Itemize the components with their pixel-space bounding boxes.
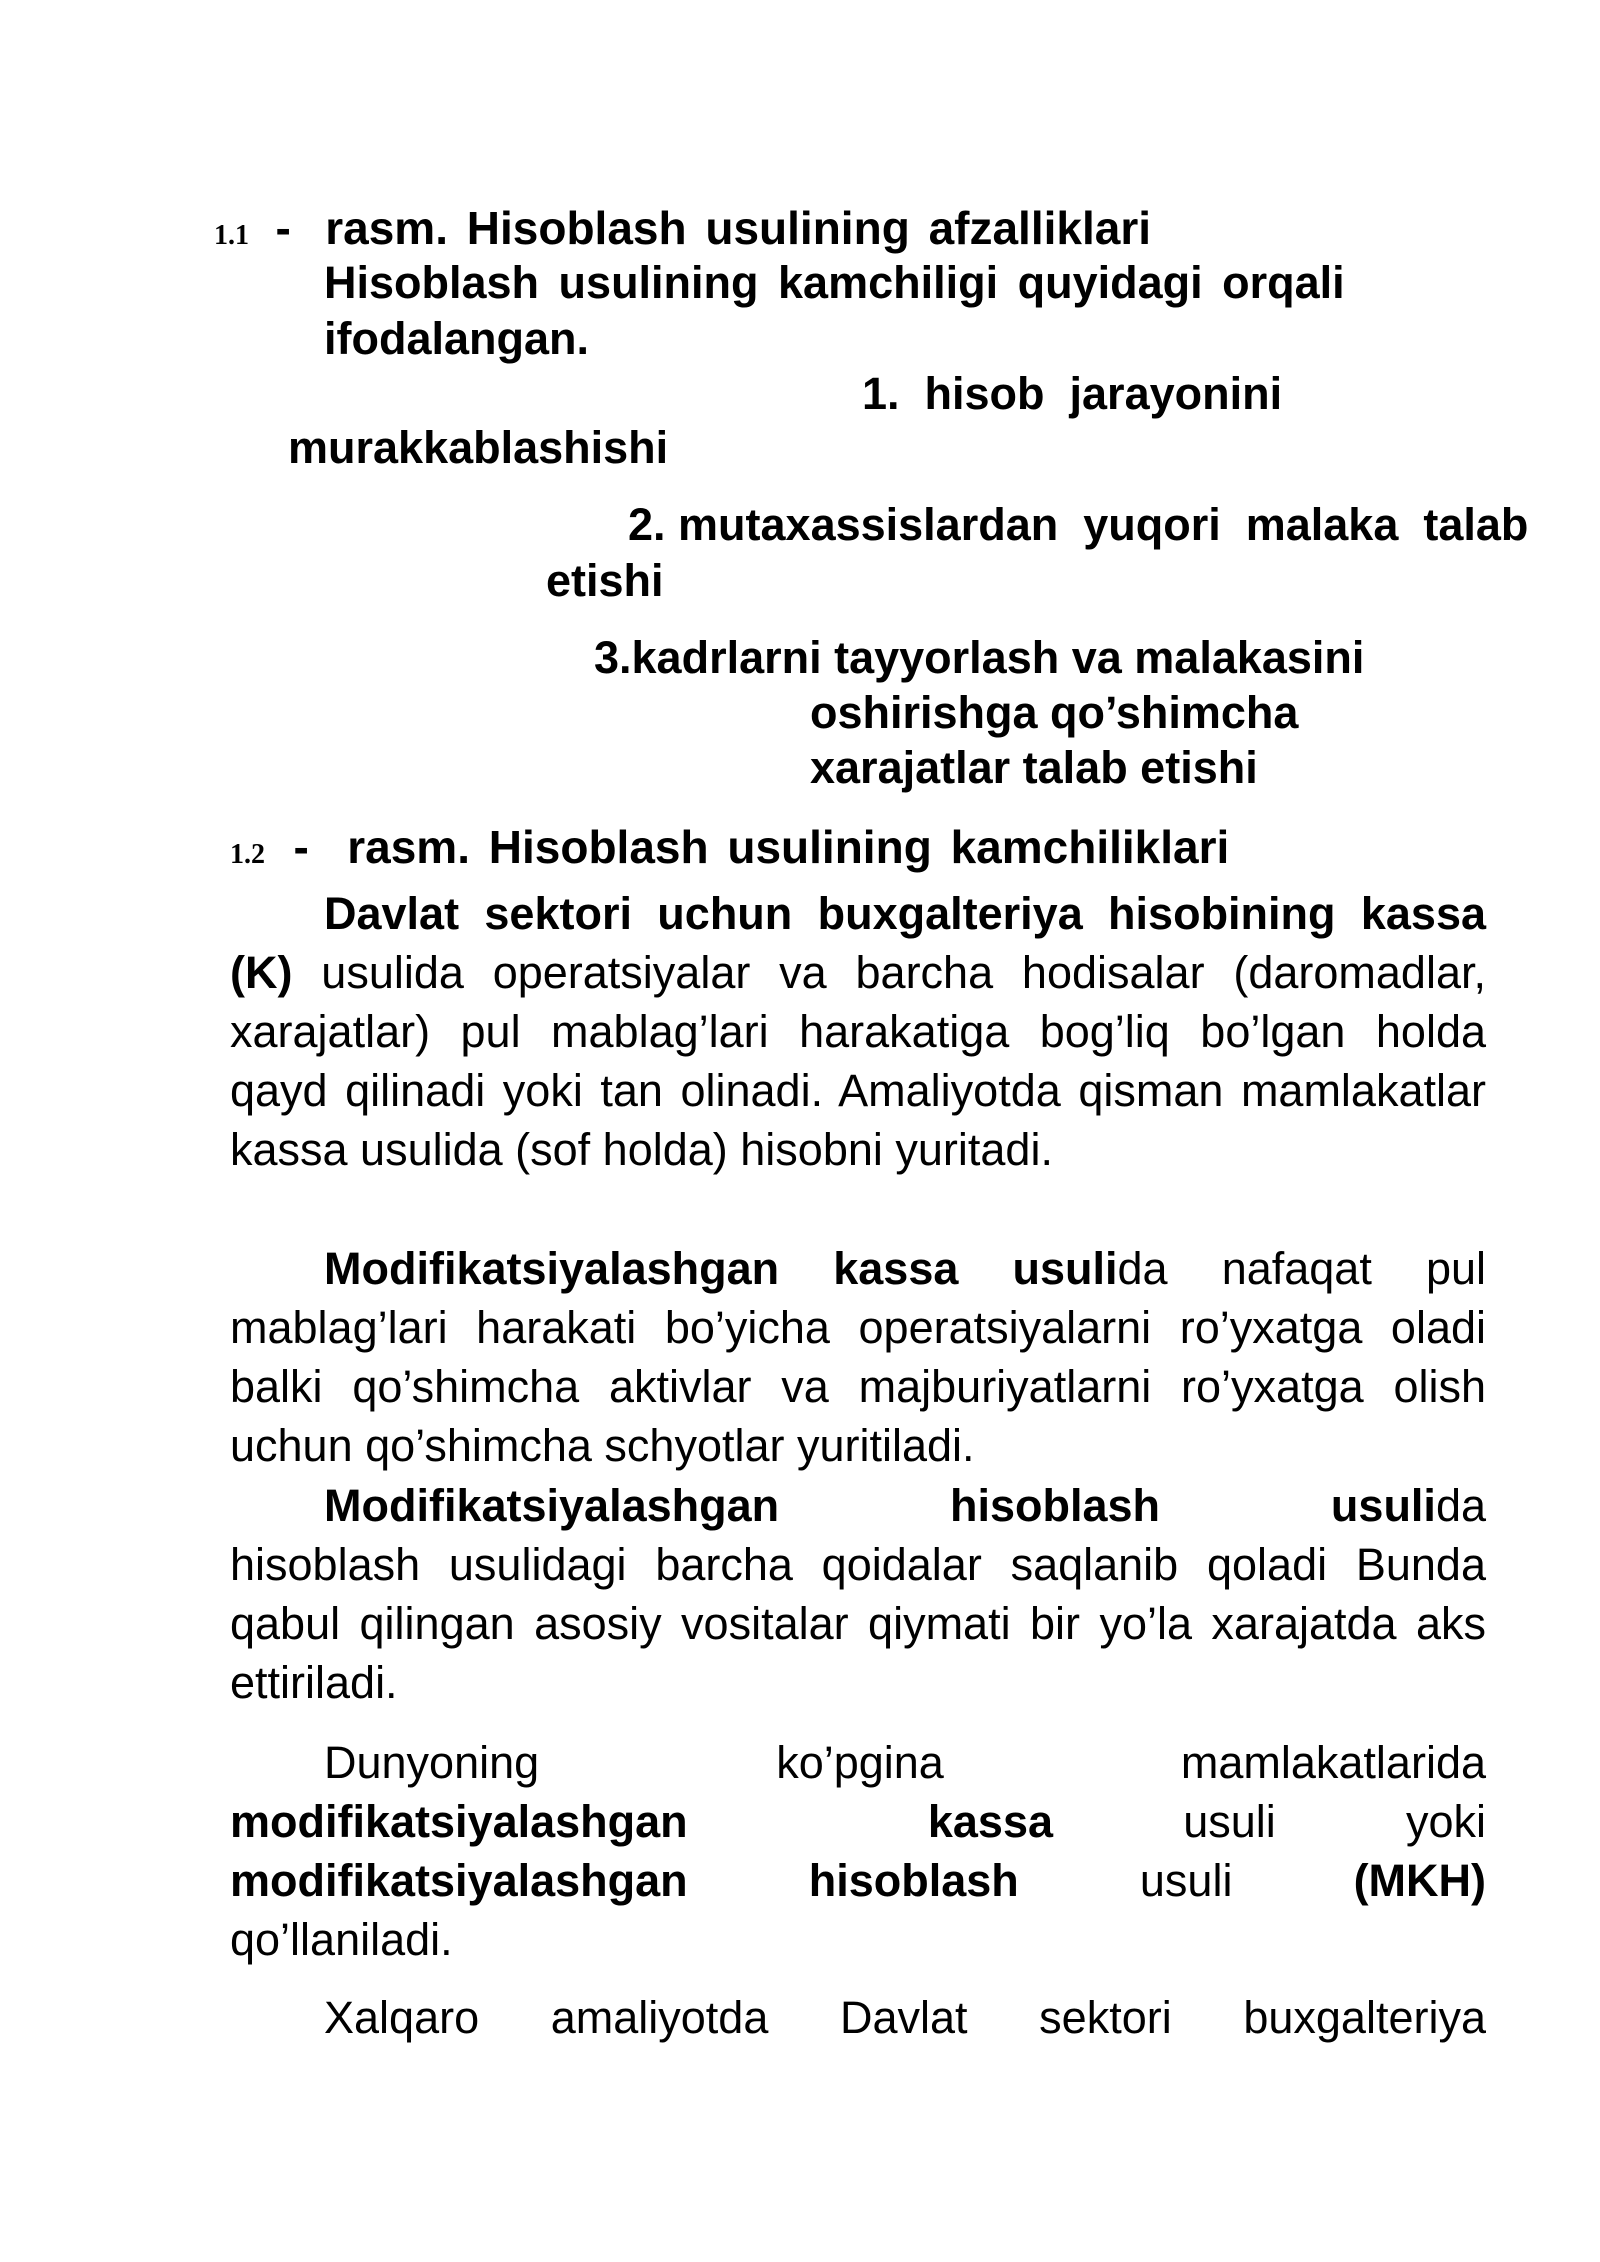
paragraph-3-text: da hisoblash usulidagi barcha qoidalar saqlanib qoladi Bunda qabul qilingan asosiy vositalar qiymati bir yo’la xarajatda aks ettiriladi. [230, 1480, 1486, 1708]
paragraph-4-bold-2: modifikatsiyalashgan hisoblash [230, 1855, 1019, 1906]
list-item-1-line-2: murakkablashishi [288, 422, 669, 473]
paragraph-4-text-a: Dunyoning ko’pgina mamlakatlarida [324, 1737, 1486, 1788]
list-item-3-line-3: xarajatlar talab etishi [810, 742, 1258, 793]
paragraph-5-text: Xalqaro amaliyotda Davlat sektori buxgalteriya [324, 1992, 1486, 2043]
list-item-2-line-2: etishi [546, 555, 664, 606]
figure-caption-text: rasm. Hisoblash usulining afzalliklari [325, 202, 1152, 254]
paragraph-3-bold: Modifikatsiyalashgan hisoblash usuli [324, 1480, 1436, 1531]
paragraph-2-text: da nafaqat pul mablag’lari harakati bo’yicha operatsiyalarni ro’yxatga oladi balki qo’shimcha aktivlar va majburiyatlarni ro’yxatga olish uchun qo’shimcha schyotlar yuritiladi. [230, 1243, 1486, 1471]
paragraph-1-text: usulida operatsiyalar va barcha hodisalar (daromadlar, xarajatlar) pul mablag’lari harakatiga bog’liq bo’lgan holda qayd qilinadi yoki tan olinadi. Amaliyotda qisman mamlakatlar kassa usulida (sof holda) hisobni yuritadi. [230, 947, 1486, 1175]
paragraph-1 [230, 884, 1486, 1179]
paragraph-4-text-c: usuli yoki [1053, 1796, 1486, 1847]
paragraph-4-text-e: qo’llaniladi. [230, 1914, 453, 1965]
paragraph-5 [230, 1988, 1486, 2047]
figure-1-1-caption [214, 202, 1152, 263]
list-item-2-line-1: 2. mutaxassislardan yuqori malaka talab [628, 499, 1529, 550]
figure-number: 1.1 [214, 220, 249, 251]
paragraph-4-text-d: usuli [1018, 1855, 1354, 1906]
figure-dash: - [293, 821, 309, 873]
figure-1-2-caption [230, 822, 1229, 884]
paragraph-3 [230, 1476, 1486, 1712]
list-item-1-line-1: 1. hisob jarayonini [862, 368, 1283, 419]
paragraph-4-bold-1: modifikatsiyalashgan kassa [230, 1796, 1053, 1847]
paragraph-2-bold: Modifikatsiyalashgan kassa usuli [324, 1243, 1118, 1294]
paragraph-1-bold: Davlat sektori uchun buxgalteriya hisobining kassa (K) [230, 888, 1486, 998]
figure-dash: - [275, 202, 291, 254]
list-item-3-line-2: oshirishga qo’shimcha [810, 687, 1299, 738]
figure-caption-text: rasm. Hisoblash usulining kamchiliklari [347, 821, 1230, 873]
intro-line-1: Hisoblash usulining kamchiligi quyidagi orqali [324, 257, 1345, 308]
paragraph-2 [230, 1239, 1486, 1475]
paragraph-4 [230, 1733, 1486, 1969]
paragraph-4-bold-3: (MKH) [1353, 1855, 1487, 1906]
intro-line-2: ifodalangan. [324, 313, 590, 364]
list-item-3-line-1: 3.kadrlarni tayyorlash va malakasini [594, 632, 1365, 683]
figure-number: 1.2 [230, 839, 265, 870]
